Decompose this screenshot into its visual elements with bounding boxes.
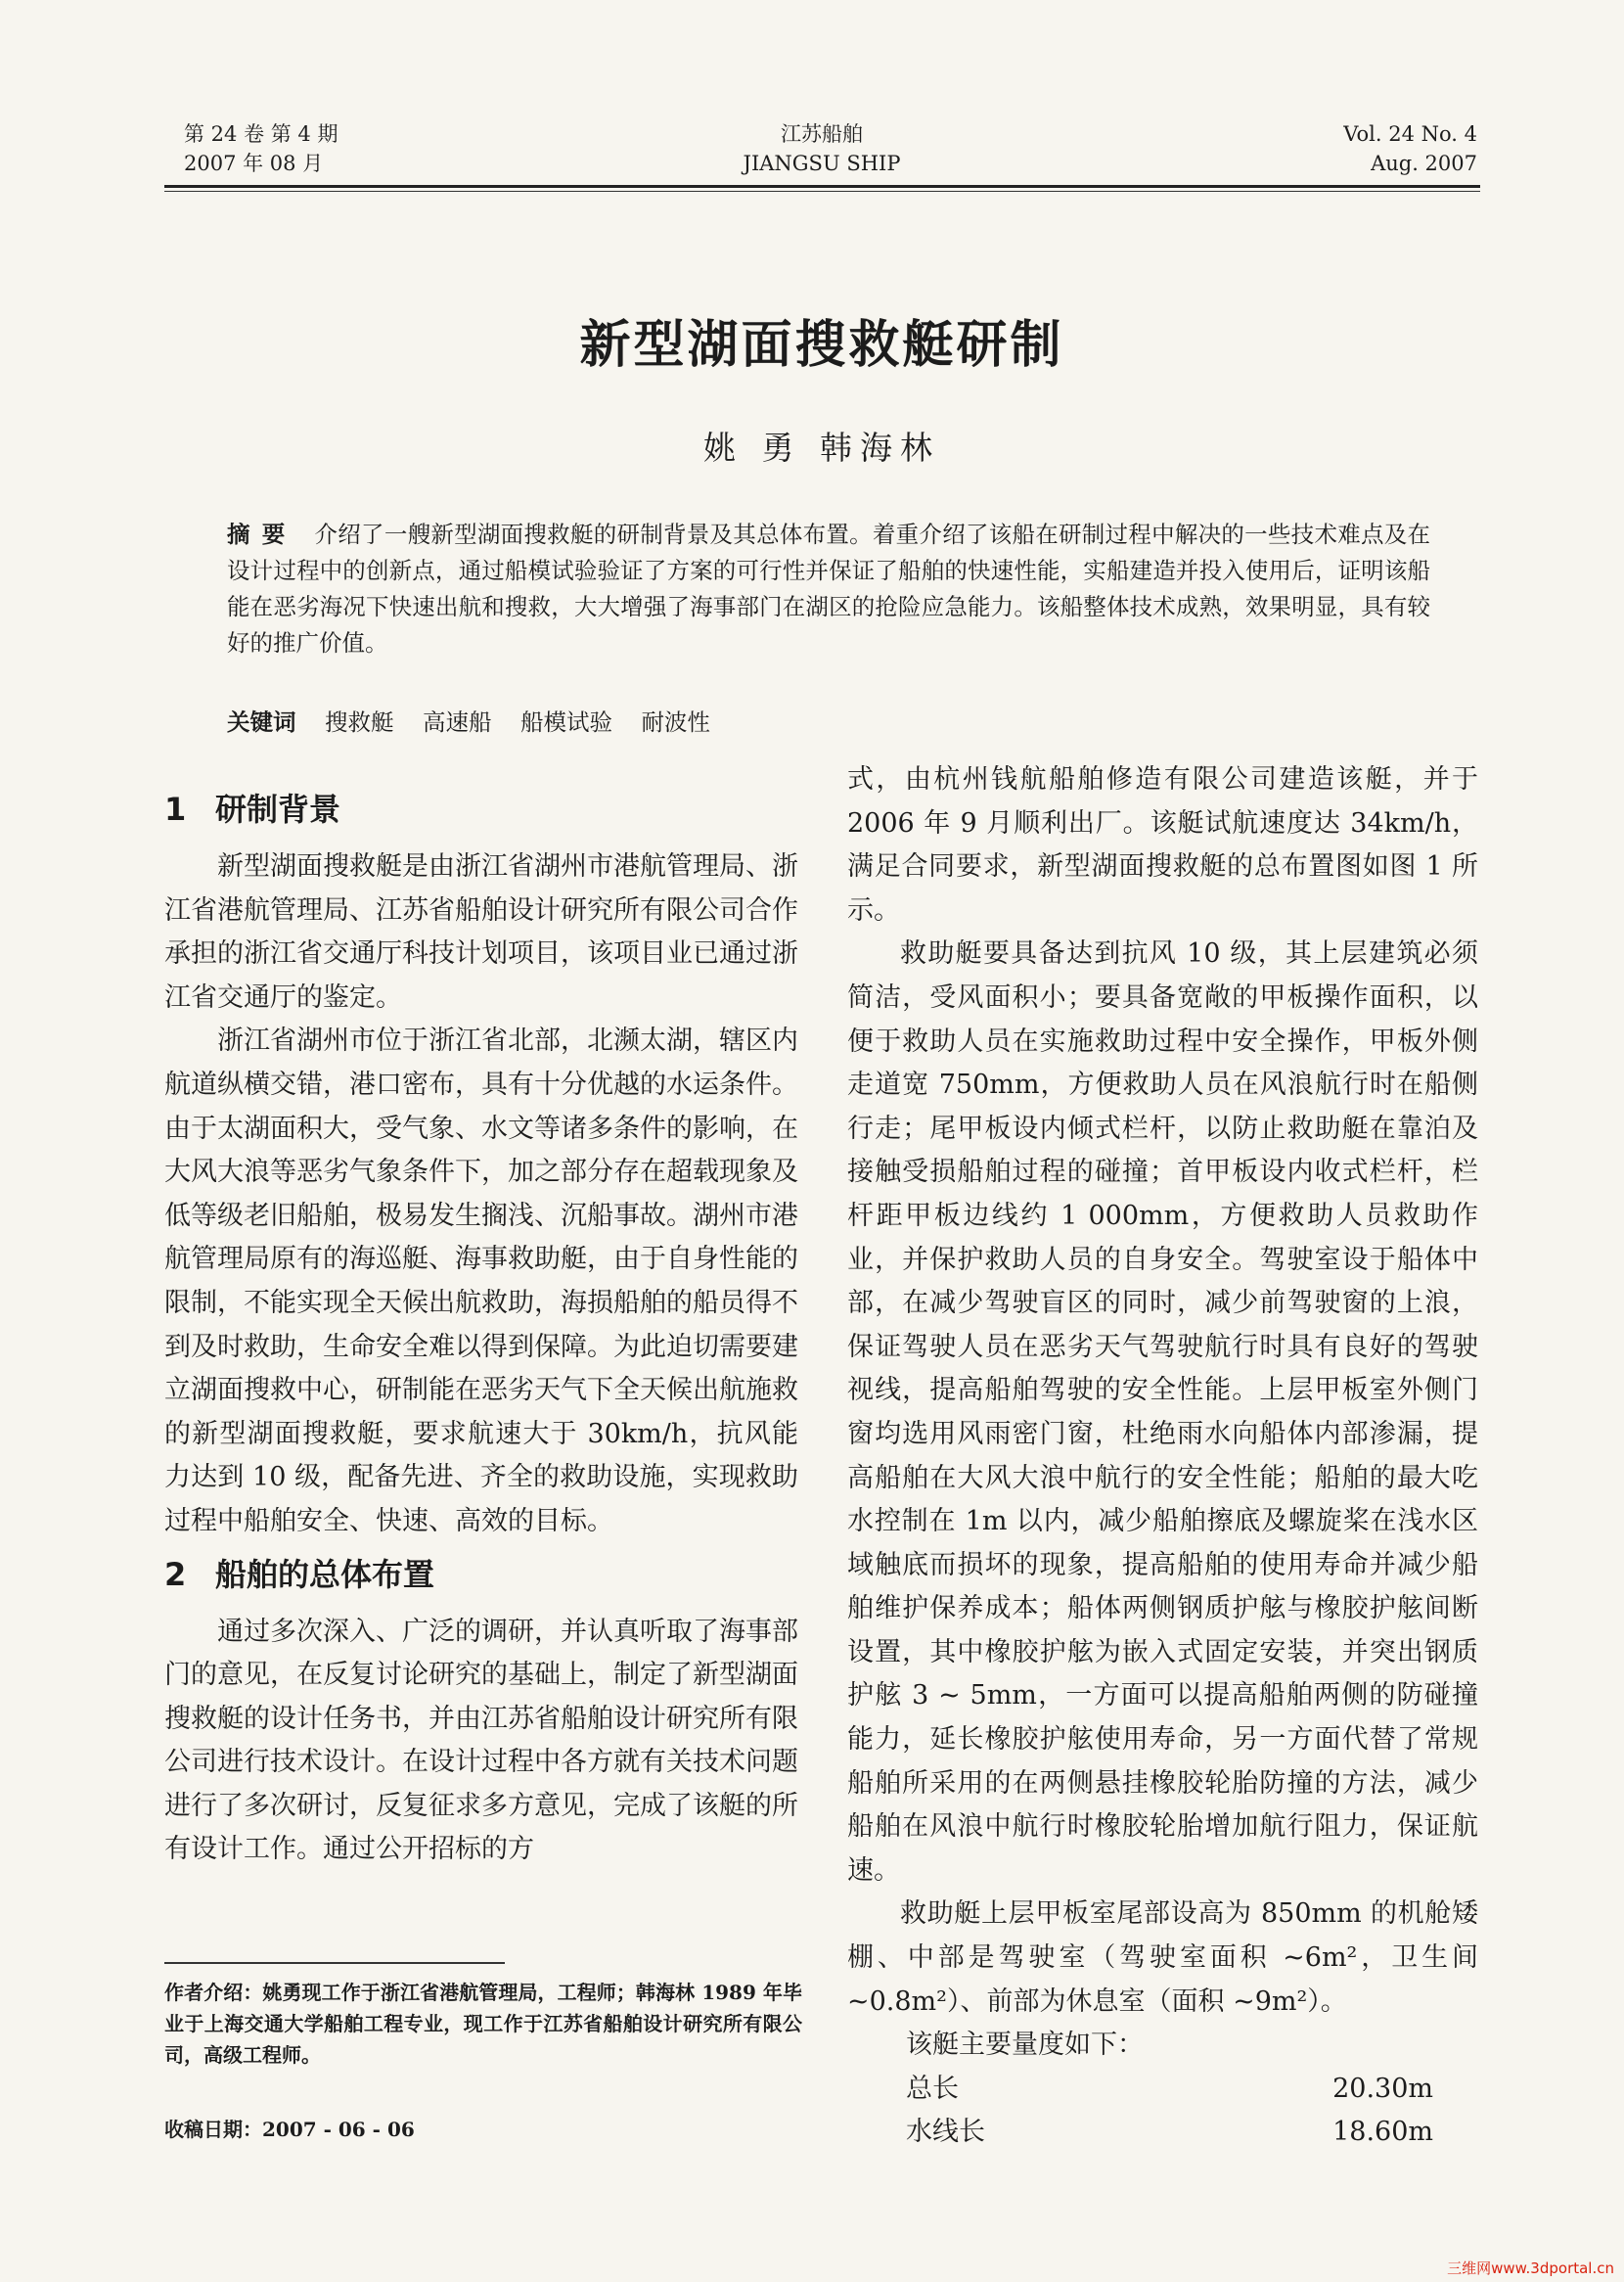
- header-rule: [164, 185, 1480, 188]
- paragraph: 救助艇要具备达到抗风 10 级，其上层建筑必须简洁，受风面积小；要具备宽敞的甲板操作面积，以便于救助人员在实施救助过程中安全操作，甲板外侧走道宽 750mm，方便救助人员在风浪航行时在船侧行走；尾甲板设内倾式栏杆，以防止救助艇在靠泊及接触受损船舶过程的碰撞；首甲板设内收式栏杆，栏杆距甲板边线约 1 000mm，方便救助人员救助作业，并保护救助人员的自身安全。驾驶室设于船体中部，在减少驾驶盲区的同时，减少前驾驶窗的上浪，保证驾驶人员在恶劣天气驾驶航行时具有良好的驾驶视线，提高船舶驾驶的安全性能。上层甲板室外侧门窗均选用风雨密门窗，杜绝雨水向船体内部渗漏，提高船舶在大风大浪中航行的安全性能；船舶的最大吃水控制在 1m 以内，减少船舶擦底及螺旋桨在浅水区域触底而损坏的现象，提高船舶的使用寿命并减少船舶维护保养成本；船体两侧钢质护舷与橡胶护舷间断设置，其中橡胶护舷为嵌入式固定安装，并突出钢质护舷 3 ~ 5mm，一方面可以提高船舶两侧的防碰撞能力，延长橡胶护舷使用寿命，另一方面代替了常规船舶所采用的在两侧悬挂橡胶轮胎防撞的方法，减少船舶在风浪中航行时橡胶轮胎增加航行阻力，保证航速。: [847, 938, 1478, 1886]
- author-footnote: 作者介绍：姚勇现工作于浙江省港航管理局，工程师；韩海林 1989 年毕业于上海交通大学船舶工程专业，现工作于江苏省船舶设计研究所有限公司，高级工程师。: [164, 1981, 802, 2067]
- section-number: 1: [164, 791, 187, 828]
- received-date: 收稿日期：2007 - 06 - 06: [164, 2118, 415, 2141]
- keyword: 搜救艇: [324, 708, 394, 736]
- dimension-name: 总长: [906, 2073, 959, 2104]
- keyword: 高速船: [422, 708, 492, 736]
- section-heading: [164, 1550, 798, 1599]
- paper-title: 新型湖面搜救艇研制: [579, 316, 1064, 375]
- paragraph: 新型湖面搜救艇是由浙江省湖州市港航管理局、浙江省港航管理局、江苏省船舶设计研究所有限公司合作承担的浙江省交通厅科技计划项目，该项目业已通过浙江省交通厅的鉴定。: [164, 851, 798, 1013]
- keywords: [227, 705, 1430, 740]
- abstract: [227, 517, 1430, 662]
- dimension-name: 水线长: [906, 2117, 985, 2148]
- paper-authors: 姚 勇 韩海林: [703, 429, 940, 467]
- header-rule-thin: [164, 191, 1480, 192]
- issue-date: 2007 年 08 月: [184, 152, 324, 175]
- header-left: [184, 119, 338, 178]
- paragraph: 式，由杭州钱航船舶修造有限公司建造该艇，并于 2006 年 9 月顺利出厂。该艇试航速度达 34km/h，满足合同要求，新型湖面搜救艇的总布置图如图 1 所示。: [847, 764, 1478, 926]
- section-heading: [164, 785, 798, 834]
- header-center: [714, 119, 929, 178]
- dimension-value: 18.60m: [1332, 2117, 1433, 2148]
- keyword: 耐波性: [641, 708, 710, 736]
- journal-name-cn: 江苏船舶: [781, 122, 863, 146]
- dimensions-list: [847, 2024, 1478, 2155]
- dimension-value: 20.30m: [1332, 2073, 1433, 2104]
- volume-issue-en: Vol. 24 No. 4: [1343, 122, 1477, 146]
- header-right: [1311, 119, 1477, 178]
- journal-name-en: JIANGSU SHIP: [743, 152, 901, 175]
- section-number: 2: [164, 1555, 187, 1593]
- paragraph: 浙江省湖州市位于浙江省北部，北濒太湖，辖区内航道纵横交错，港口密布，具有十分优越的水运条件。由于太湖面积大，受气象、水文等诸多条件的影响，在大风大浪等恶劣气象条件下，加之部分存在超载现象及低等级老旧船舶，极易发生搁浅、沉船事故。湖州市港航管理局原有的海巡艇、海事救助艇，由于自身性能的限制，不能实现全天候出航救助，海损船舶的船员得不到及时救助，生命安全难以得到保障。为此迫切需要建立湖面搜救中心，研制能在恶劣天气下全天候出航施救的新型湖面搜救艇，要求航速大于 30km/h，抗风能力达到 10 级，配备先进、齐全的救助设施，实现救助过程中船舶安全、快速、高效的目标。: [164, 1026, 798, 1536]
- watermark: 三维网www.3dportal.cn: [1447, 2259, 1614, 2277]
- dimension-row: [847, 2068, 1478, 2112]
- right-column: [847, 758, 1478, 2155]
- section-title: 研制背景: [215, 791, 341, 828]
- volume-issue: 第 24 卷 第 4 期: [184, 122, 338, 146]
- abstract-label: 摘要: [227, 521, 297, 548]
- paragraph: 救助艇上层甲板室尾部设高为 850mm 的机舱矮棚、中部是驾驶室（驾驶室面积 ~6m²，卫生间 ~0.8m²）、前部为休息室（面积 ~9m²）。: [847, 1898, 1478, 2017]
- keyword: 船模试验: [519, 708, 612, 736]
- keywords-label: 关键词: [227, 708, 296, 736]
- dimensions-intro: 该艇主要量度如下：: [906, 2030, 1144, 2061]
- dimension-row: [847, 2111, 1478, 2155]
- left-column: [164, 779, 798, 1872]
- footnote-rule: [164, 1962, 505, 1964]
- paragraph: 通过多次深入、广泛的调研，并认真听取了海事部门的意见，在反复讨论研究的基础上，制定了新型湖面搜救艇的设计任务书，并由江苏省船舶设计研究所有限公司进行技术设计。在设计过程中各方就有关技术问题进行了多次研讨，反复征求多方意见，完成了该艇的所有设计工作。通过公开招标的方: [164, 1616, 798, 1865]
- section-title: 船舶的总体布置: [215, 1555, 435, 1593]
- issue-date-en: Aug. 2007: [1371, 152, 1477, 175]
- abstract-text: 介绍了一艘新型湖面搜救艇的研制背景及其总体布置。着重介绍了该船在研制过程中解决的一些技术难点及在设计过程中的创新点，通过船模试验验证了方案的可行性并保证了船舶的快速性能，实船建造并投入使用后，证明该船能在恶劣海况下快速出航和搜救，大大增强了海事部门在湖区的抢险应急能力。该船整体技术成熟，效果明显，具有较好的推广价值。: [227, 521, 1430, 657]
